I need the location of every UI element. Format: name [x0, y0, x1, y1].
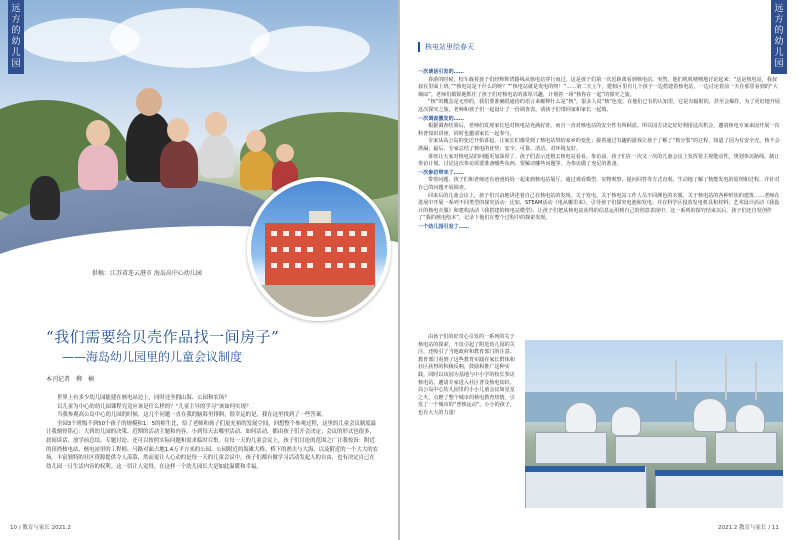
- section-heading: 一次参访带来了……: [418, 169, 464, 176]
- paragraph: 全园3个班级不到50个孩子的规模和1：5的师生比，给了老师和孩子们更充裕的发展空间，回想整个参观过程，这里的儿童会议制度最让我刻骨铭心：大到幼儿园的决策、近期的活动主题和内容，小到每天去哪里活动、如何活动，都由孩子们开会决定；会议的形式也很多，晨间谈话、放学前总结、专题讨论、还可以按照实际问题和需求临时召集。在每一天的儿童会议上，孩子们讨论的范围之广让我惊讶：附近的田湾核电站、核电站里的工程师、马路对面占地1.4万平方米的公园、公园附近的海滩大桥、桥下的渔夫与大海、以及附近的一个大大的农场。丰富独特的社区资源提供令人羡慕，然而更让人心动的是每一天的儿童会议中，孩子们都有做学习活动发起人的自由，也有决定自己在幼儿园一日生活内容的权利。这一切让人觉得，在这样一个幼儿园长大是如此温暖和幸福。: [46, 420, 379, 470]
- section-tab-right: 远方 的幼 儿园: [771, 0, 787, 74]
- section-heading: 一次调查激发的……: [418, 115, 464, 122]
- paragraph: 带着问题，孩子们和老师还有爸爸妈妈一起来到核电站展厅。通过观看模型、实物观察、提问回答等方式直观、生动地了解了核能发电的原理和过程，并针对自己的问题开展调查。: [418, 177, 780, 191]
- article-title: “我们需要给贝壳作品找一间房子”: [46, 328, 280, 346]
- paragraph: 回来后的儿童会议上，孩子们兴奋地讲述着自己在核电站的发现。关于发电，关于核电站工作人员不同颜色的衣服，关于核电站的各种形状的建筑……老师在进展中开展一系列不同类型的探究活动：比如，STEAM活动《电从哪里来》，引导孩子们探究电池和发电；并在科学区投放发电机具和材料；艺术设计活动《我设计的核电衣服》和建构活动《我搭建的核电站模型》，让孩子们把从核电站获得的信息运用到自己的创意表现中。这一系列的探究结束以后，孩子们还自发创作了“我的核电绘本”，记录下他们在整个过程中的探索发现。: [418, 192, 780, 222]
- article-body: [418, 68, 782, 231]
- paragraph: 由孩子们的好奇心引发的一系列的关于核电站的探索，不仅引起了附近幼儿园的关注，还吸引了当地政府和教育部门的注意。教育部门看到了这些教育实践在家长群体和社区获得的积极反响，鼓励和推广这种实践，同时以该园为基地与中小学的校长参访核电站。邀请专家进入社区普及核电知识。高公岛中心幼儿园里的小小儿童会议如星星之火，点燃了整个城市的核电教育热情，引发了一个城市的“普核运动”。小小的孩子，也有大大的力量！: [418, 334, 515, 416]
- section-tab-left: 远方 的幼 儿园: [8, 0, 24, 74]
- intro-text: [46, 394, 380, 471]
- paragraph: 讲座让大家对核电站的问题更加深厚了。孩子们表示还想去核电站看看。参访前，孩子们在一次又一次的儿童会议上发挥着主观能动性，规划参访路线、制订参访计划、讨论这次参访需要准备哪些东西、要解决哪些问题等，为参访做了充足的准备。: [418, 153, 780, 168]
- right-page: [400, 0, 797, 540]
- byline: 本刊记者 柳 楠: [46, 376, 95, 383]
- paragraph: 根据调查结果后，老师们发现家长也对核电站充满好奇，而且一直对核电站的安全性有所顾虑。所以园方决定好好利用这次机会，邀请核电专家来园开展一次科普知识讲座，同时也邀请家长一起参与。: [418, 123, 780, 137]
- section-heading: 一次谈话引发的……: [418, 69, 464, 75]
- page-footer-right: 2021.2 教育与家长 / 11: [718, 525, 779, 531]
- left-page: [0, 0, 398, 540]
- article-subtitle: ——海岛幼儿园里的儿童会议制度: [62, 350, 243, 364]
- closing-column: [418, 334, 516, 418]
- nuclear-plant-photo: [525, 340, 783, 508]
- page-footer-left: 10 / 教育与家长 2021.2: [10, 525, 71, 531]
- article-section-title: 核电站里绘春天: [418, 42, 474, 52]
- photo-caption: 供稿：江苏省连云港市 海岛高中心幼儿园: [92, 270, 202, 277]
- paragraph: 专家从高公岛的变迁开始讲起，让家长们感受到了核电站带给家乡的变化；接着通过有趣的游戏让孩子了解了“核分裂”的过程，知道了因为有安全壳，核不会泄漏；最后，专家总结了核电的优势：安全、可靠、清洁、对环境友好。: [418, 138, 780, 152]
- paragraph: 春游的时候，校车载着孩子们经辉辉湾路线从核电站穿行而过。这是孩子们第一次近距离看到核电站。突然，他们叽叽喳喳地讨论起来：“这是核电站，我叔叔在里面上班。”“核电站是干什么的呀？”“核电站就是发电的呀！”……第二天上午，建构区里有几个孩子一边搭建着核电站，一边讨论着前一天在那里看到的“大烟囱”。老师们敏锐地抓住了孩子们对核电站的浓厚兴趣，计划着一场“核你在一起”的探究之旅。: [418, 76, 778, 98]
- section-heading: 一个幼儿园引发了……: [418, 223, 469, 230]
- paragraph: 当我参观高公岛中心幼儿园的时候，这几个问题一直在我的脑海里徘徊，很幸运的是，我在这里找到了一些答案。: [57, 412, 327, 419]
- paragraph: “核”的概念是无形的，我们要准确很通俗的语言来解释什么是“核”，很多人说“核”色变。在他们已有的认知里，它是有辐射的，甚至会爆炸。为了更好地开展这次探究之旅，老师和孩子们一起设计了一份调查表，请孩子们带回家和家长一起填。: [418, 99, 781, 113]
- paragraph: 以儿童为中心的幼儿园课程究竟应该是什么样的？“儿童主导的学习”该如何实现？: [57, 403, 252, 410]
- paragraph: 世界上有多少幼儿园能建在核电站边上，同时还坐拥山海、公园和农场？: [57, 395, 230, 401]
- kindergarten-building-photo: [247, 177, 391, 321]
